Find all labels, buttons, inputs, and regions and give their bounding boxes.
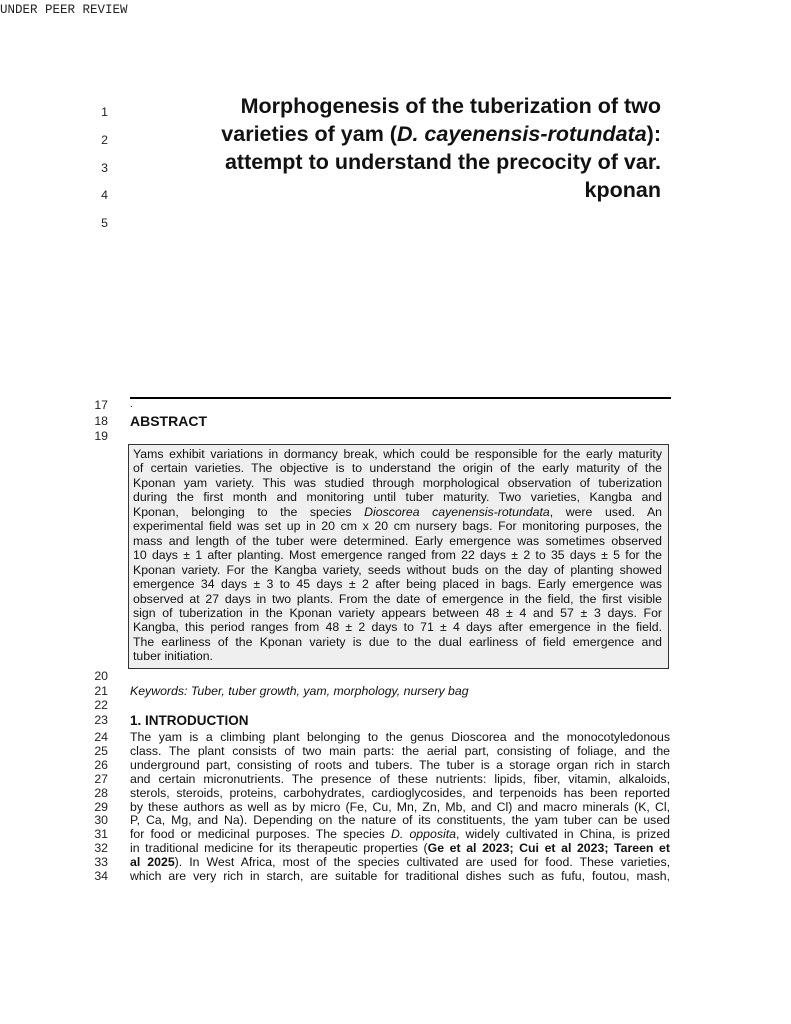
text-line [133, 490, 662, 504]
text-run: Kponan yam variety. This was studied through morphological observation of tuberization [133, 475, 662, 490]
text-run: tuber initiation. [133, 649, 213, 664]
text-run: Yams exhibit variations in dormancy break, which could be responsible for the early maturity [133, 447, 662, 461]
text-line [133, 606, 662, 620]
line-number: 32 [94, 841, 108, 856]
keywords: Keywords: Tuber, tuber growth, yam, morphology, nursery bag [130, 684, 469, 698]
text-run: Kponan variety. For the Kangba variety, seeds without buds on the day of planting showed [133, 562, 662, 577]
line-number: 19 [94, 429, 108, 443]
line-number: 5 [101, 216, 108, 230]
line-number: 17 [94, 398, 108, 412]
abstract-heading: ABSTRACT [130, 413, 207, 429]
review-watermark-header: UNDER PEER REVIEW [0, 3, 128, 17]
text-run: varieties of yam ( [221, 122, 397, 146]
text-line [133, 635, 662, 649]
rule-dot: . [130, 399, 133, 410]
text-line [133, 577, 662, 591]
text-run: Ge et al 2023; Cui et al 2023; Tareen et [427, 841, 670, 856]
text-run: D. opposita [391, 827, 456, 842]
text-run: ). In West Africa, most of the species cultivated are used for food. These varieties, [174, 855, 671, 870]
line-number: 34 [94, 869, 108, 883]
line-number: 22 [94, 698, 108, 712]
line-number: 25 [94, 743, 108, 758]
title-line [221, 120, 661, 148]
text-run: emergence 34 days ± 3 to 45 days ± 2 after being placed in bags. Early emergence was [133, 577, 662, 592]
line-number: 33 [94, 855, 108, 870]
text-line [133, 563, 662, 577]
text-run: during the first month and monitoring until tuber maturity. Two varieties, Kangba and [133, 490, 662, 505]
text-run: sterols, steroids, proteins, carbohydrates, cardioglycosides, and terpenoids has been reported [130, 785, 670, 800]
title-line [225, 148, 661, 176]
line-number: 18 [94, 414, 108, 428]
text-run: attempt to understand the precocity of var. [224, 150, 661, 174]
line-number: 20 [94, 669, 108, 683]
text-run: , widely cultivated in China, is prized [455, 827, 670, 842]
text-line [133, 505, 662, 519]
text-line [130, 855, 670, 869]
line-number: 23 [94, 713, 108, 727]
line-number: 1 [101, 105, 108, 119]
text-run: mass and length of the tuber were determined. Early emergence was sometimes observed [133, 533, 662, 548]
introduction-heading: 1. INTRODUCTION [130, 713, 249, 728]
text-line [133, 548, 662, 562]
text-run: sign of tuberization in the Kponan variety appears between 48 ± 4 and 57 ± 3 days. For [133, 605, 662, 620]
text-run: Kangba, this period ranges from 48 ± 2 days to 71 ± 4 days after emergence in the field. [133, 620, 662, 635]
line-number: 4 [101, 188, 108, 202]
text-run: Kponan, belonging to the species [133, 504, 365, 519]
text-line [133, 447, 662, 461]
text-run: which are very rich in starch, are suitable for traditional dishes such as fufu, foutou, mash, [130, 869, 670, 883]
text-line [133, 620, 662, 634]
text-line [130, 744, 670, 758]
text-line [130, 772, 670, 786]
text-run: kponan [584, 178, 661, 202]
text-run: of certain varieties. The objective is to understand the origin of the early maturity of the [133, 461, 662, 476]
text-run: observed at 27 days in two plants. From the date of emergence in the field, the first visible [133, 591, 662, 606]
text-line [130, 827, 670, 841]
text-run: experimental field was set up in 20 cm x 20 cm nursery bags. For monitoring purposes, the [133, 519, 662, 534]
text-run: Morphogenesis of the tuberization of two [240, 94, 661, 118]
text-line [130, 813, 670, 827]
text-line [133, 519, 662, 533]
text-run: ): [646, 122, 661, 146]
text-run: , were used. An [549, 504, 662, 519]
text-run: al 2025 [130, 855, 175, 870]
text-line [130, 800, 670, 814]
line-number: 31 [94, 827, 108, 842]
text-line [130, 841, 670, 855]
text-run: by these authors as well as by micro (Fe, Cu, Mn, Zn, Mb, and Cl) and macro minerals (K, Cl, [130, 799, 670, 814]
line-number: 3 [101, 161, 108, 175]
text-line [133, 534, 662, 548]
text-run: Dioscorea cayenensis-rotundata [364, 504, 550, 519]
line-number: 28 [94, 785, 108, 800]
text-line [130, 730, 670, 744]
line-number: 26 [94, 757, 108, 772]
horizontal-rule [130, 397, 671, 399]
text-run: in traditional medicine for its therapeutic properties ( [130, 841, 428, 856]
title-line [585, 176, 661, 204]
text-line [133, 649, 662, 663]
line-number: 2 [101, 133, 108, 147]
text-run: class. The plant consists of two main parts: the aerial part, consisting of foliage, and the [130, 743, 670, 758]
text-run: for food or medicinal purposes. The species [130, 827, 391, 842]
line-number: 21 [94, 684, 108, 698]
line-number: 27 [94, 771, 108, 786]
text-line [133, 592, 662, 606]
text-line [133, 476, 662, 490]
text-run: 10 days ± 1 after planting. Most emergence ranged from 22 days ± 2 to 35 days ± 5 for the [133, 548, 662, 563]
text-run: underground part, consisting of roots and tubers. The tuber is a storage organ rich in starch [130, 757, 670, 772]
line-number: 24 [94, 730, 108, 744]
line-number: 30 [94, 813, 108, 828]
text-line [133, 461, 662, 475]
text-run: and certain micronutrients. The presence of these nutrients: lipids, fiber, vitamin, alkaloids, [130, 771, 670, 786]
text-run: D. cayenensis-rotundata [396, 122, 647, 146]
text-line [130, 786, 670, 800]
title-line [241, 92, 661, 120]
line-number: 29 [94, 799, 108, 814]
text-line [130, 758, 670, 772]
text-run: The earliness of the Kponan variety is due to the dual earliness of field emergence and [133, 634, 662, 649]
text-run: P, Ca, Mg, and Na). Depending on the nature of its constituents, the yam tuber can be used [130, 813, 670, 828]
text-run: The yam is a climbing plant belonging to the genus Dioscorea and the monocotyledonous [130, 730, 670, 744]
text-line [130, 869, 670, 883]
